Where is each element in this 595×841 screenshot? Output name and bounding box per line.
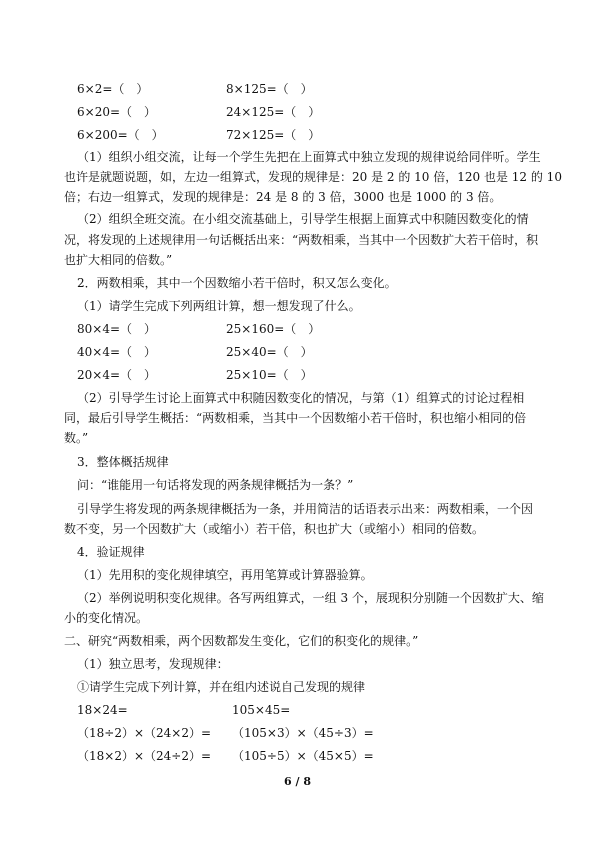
paragraph-line: （2）组织全班交流。在小组交流基础上，引导学生根据上面算式中积随因数变化的情 [77, 212, 529, 226]
calc-right: （105÷5）×（45×5）= [232, 749, 374, 763]
question-line: 问：“谁能用一句话将发现的两条规律概括为一条？” [77, 478, 354, 492]
paragraph-line: （2）举例说明积变化规律。各写两组算式，一组 3 个，展现积分别随一个因数扩大、缩 [77, 591, 544, 605]
calc-right: 72×125=（ ） [226, 128, 321, 142]
calc-left: 80×4=（ ） [77, 322, 157, 336]
paragraph-line: （1）独立思考，发现规律： [77, 657, 229, 671]
calc-right: 24×125=（ ） [226, 105, 321, 119]
calc-right: 105×45= [232, 703, 291, 717]
page-number: 6 / 8 [284, 775, 311, 788]
paragraph-line: 同，最后引导学生概括：“两数相乘，当其中一个因数缩小若干倍时，积也缩小相同的倍 [64, 411, 527, 425]
paragraph-line: 况，将发现的上述规律用一句话概括出来：“两数相乘，当其中一个因数扩大若干倍时，积 [64, 233, 539, 247]
calc-left: 6×20=（ ） [77, 105, 157, 119]
paragraph-line: 也许是就题说题，如，左边一组算式，发现的规律是：20 是 2 的 10 倍，120 也是 12 的 10 [64, 170, 562, 184]
calc-left: 6×2=（ ） [77, 82, 149, 96]
paragraph-line: （2）引导学生讨论上面算式中积随因数变化的情况，与第（1）组算式的讨论过程相 [77, 391, 525, 405]
calc-left: 20×4=（ ） [77, 368, 157, 382]
subheading: 3．整体概括规律 [77, 455, 169, 469]
paragraph-line: 也扩大相同的倍数。” [64, 253, 173, 267]
calc-left: 18×24= [77, 703, 128, 717]
calc-right: 25×40=（ ） [226, 345, 313, 359]
paragraph-line: （1）先用积的变化规律填空，再用笔算或计算器验算。 [77, 568, 373, 582]
section-heading: 二、研究“两数相乘，两个因数都发生变化，它们的积变化的规律。” [64, 634, 419, 648]
calc-left: （18×2）×（24÷2）= [77, 749, 212, 763]
subheading: 4．验证规律 [77, 545, 145, 559]
paragraph-line: 数不变，另一个因数扩大（或缩小）若干倍，积也扩大（或缩小）相同的倍数。 [64, 522, 485, 536]
calc-left: 40×4=（ ） [77, 345, 157, 359]
calc-right: 8×125=（ ） [226, 82, 313, 96]
calc-right: 25×160=（ ） [226, 322, 321, 336]
paragraph-line: 倍；右边一组算式，发现的规律是：24 是 8 的 3 倍，3000 也是 1000 的 3 倍。 [64, 190, 502, 204]
subheading: 2．两数相乘，其中一个因数缩小若干倍时，积又怎么变化。 [77, 276, 397, 290]
calc-left: （18÷2）×（24×2）= [77, 726, 212, 740]
calc-right: 25×10=（ ） [226, 368, 313, 382]
paragraph-line: ①请学生完成下列计算，并在组内述说自己发现的规律 [77, 680, 366, 694]
paragraph-line: （1）请学生完成下列两组计算，想一想发现了什么。 [77, 299, 361, 313]
paragraph-line: （1）组织小组交流，让每一个学生先把在上面算式中独立发现的规律说给同伴听。学生 [77, 150, 541, 164]
calc-right: （105×3）×（45÷3）= [232, 726, 374, 740]
paragraph-line: 数。” [64, 431, 89, 445]
paragraph-line: 引导学生将发现的两条规律概括为一条，并用简洁的话语表示出来：两数相乘，一个因 [77, 502, 534, 516]
calc-left: 6×200=（ ） [77, 128, 164, 142]
paragraph-line: 小的变化情况。 [64, 611, 149, 625]
